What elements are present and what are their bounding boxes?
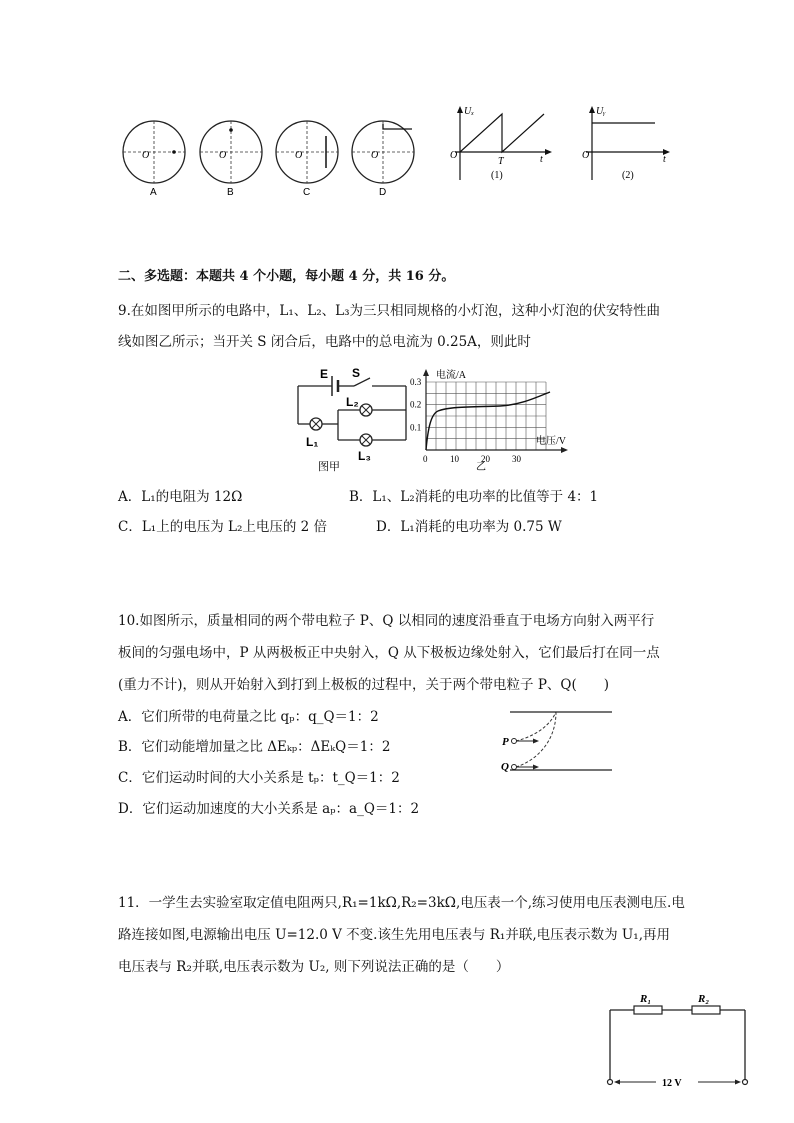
q10-option-a: A．它们所带的电荷量之比 qₚ：q_Q＝1：2 — [118, 709, 379, 725]
source-voltage-label: 12 V — [662, 1078, 682, 1089]
iv-chart-caption: 乙 — [476, 462, 486, 473]
q11-stem-line2: 路连接如图,电源输出电压 U=12.0 V 不变.该生先用电压表与 R₁并联,电压表示数为 U₁,再用 — [118, 927, 670, 943]
q10-stem-line3: (重力不计)，则从开始射入到打到上极板的过程中，关于两个带电粒子 P、Q( ) — [118, 677, 610, 693]
iv-xtick-label: 0 — [423, 454, 428, 464]
q9-option-b: B．L₁、L₂消耗的电功率的比值等于 4：1 — [349, 489, 599, 505]
q11-stem-line1: 11．一学生去实验室取定值电阻两只,R₁=1kΩ,R₂=3kΩ,电压表一个,练习使用电压表测电压.电 — [118, 895, 685, 911]
graph1-tick-t: T — [498, 156, 504, 167]
circle-d-letter: D — [379, 187, 387, 198]
circle-b-letter: B — [227, 187, 234, 198]
iv-chart-grid — [426, 382, 546, 450]
q10-option-d: D．它们运动加速度的大小关系是 aₚ：a_Q＝1：2 — [118, 801, 420, 817]
q10-option-b: B．它们动能增加量之比 ΔEₖₚ：ΔEₖQ＝1：2 — [118, 739, 391, 755]
circle-b-origin: O — [219, 150, 227, 161]
graph2-xlabel: t — [663, 154, 666, 165]
circuit-label-l2: L₂ — [346, 395, 359, 409]
graph1-caption: (1) — [491, 170, 503, 181]
q9-stem-line1: 9.在如图甲所示的电路中，L₁、L₂、L₃为三只相同规格的小灯泡，这种小灯泡的伏安特性曲 — [118, 303, 661, 319]
graph-uy-constant — [582, 106, 670, 181]
circle-figure-a — [123, 121, 185, 198]
q10-plates-figure — [498, 700, 618, 780]
particle-p-label: P — [502, 736, 509, 748]
iv-ytick-label: 0.3 — [410, 377, 422, 387]
circle-figure-c — [276, 121, 338, 198]
graph2-origin: O — [582, 150, 590, 161]
q9-stem-line2: 线如图乙所示；当开关 S 闭合后，电路中的总电流为 0.25A，则此时 — [118, 334, 531, 350]
circle-c-letter: C — [303, 187, 311, 198]
circuit-label-l3: L₃ — [358, 449, 371, 463]
iv-chart-xlabel: 电压/V — [536, 436, 566, 447]
iv-xtick-label: 20 — [481, 454, 490, 464]
q10-option-c: C．它们运动时间的大小关系是 tₚ：t_Q＝1：2 — [118, 770, 400, 786]
q10-stem-line2: 板间的匀强电场中，P 从两极板正中央射入，Q 从下极板边缘处射入，它们最后打在同一点 — [118, 645, 660, 661]
q11-stem-line3: 电压表与 R₂并联,电压表示数为 U₂, 则下列说法正确的是（ ） — [118, 959, 510, 975]
q9-iv-chart — [410, 366, 596, 476]
iv-ytick-label: 0.1 — [410, 422, 422, 433]
circle-d-origin: O — [371, 150, 379, 161]
circle-figure-b — [200, 121, 262, 198]
section-heading: 二、多选题：本题共 4 个小题，每小题 4 分，共 16 分。 — [118, 269, 455, 284]
circle-figure-d — [352, 121, 414, 198]
circuit-label-s: S — [352, 366, 361, 380]
graph1-xlabel: t — [540, 154, 543, 165]
particle-q-label: Q — [501, 761, 509, 773]
graph2-ylabel: Uᵧ — [596, 106, 606, 117]
q11-circuit-figure — [600, 990, 756, 1090]
q9-option-c: C．L₁上的电压为 L₂上电压的 2 倍 — [118, 519, 328, 535]
iv-ytick-label: 0.2 — [410, 399, 422, 410]
circle-a-letter: A — [150, 187, 157, 198]
q9-circuit-diagram — [292, 366, 410, 474]
circuit-label-l1: L₁ — [306, 435, 319, 449]
graph2-caption: (2) — [622, 170, 634, 181]
q9-option-a: A．L₁的电阻为 12Ω — [118, 489, 243, 505]
iv-curve — [426, 392, 550, 450]
circuit-label-e: E — [320, 367, 329, 381]
graph1-ylabel: Uₓ — [464, 106, 475, 117]
iv-xtick-label: 30 — [512, 454, 521, 464]
iv-xtick-label: 10 — [450, 454, 459, 464]
q9-option-d: D．L₁消耗的电功率为 0.75 W — [376, 519, 562, 535]
circle-a-origin: O — [142, 150, 150, 161]
resistor-r2-label: R₂ — [698, 993, 710, 1005]
iv-chart-ylabel: 电流/A — [436, 370, 466, 381]
top-figures — [110, 100, 680, 200]
graph-ux-sawtooth — [450, 106, 552, 181]
circle-c-origin: O — [295, 150, 303, 161]
graph1-origin: O — [450, 150, 458, 161]
circuit-caption: 图甲 — [318, 461, 340, 473]
resistor-r1-label: R₁ — [640, 993, 652, 1005]
q10-stem-line1: 10.如图所示，质量相同的两个带电粒子 P、Q 以相同的速度沿垂直于电场方向射入两平行 — [118, 613, 655, 629]
